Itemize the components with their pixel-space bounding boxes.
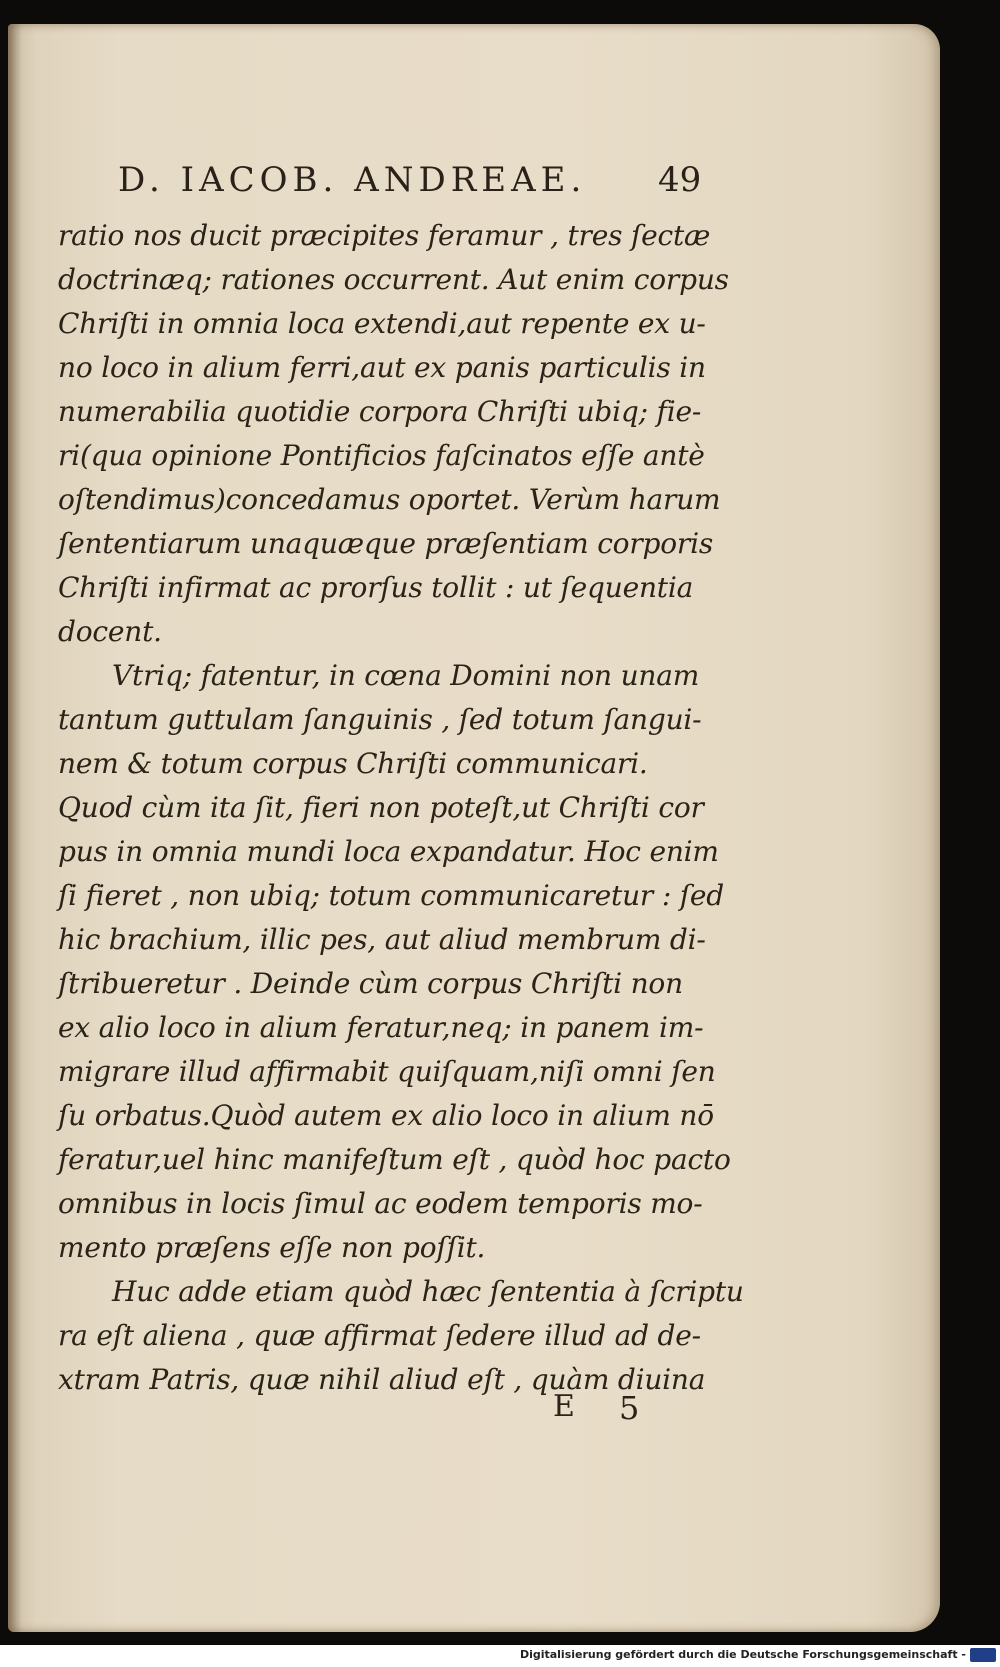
book-page [8,24,940,1632]
text-line: xtram Patris, quæ nihil aliud eſt , quàm diuina [58,1363,706,1396]
text-line: Chriſti infirmat ac prorſus tollit : ut ſequentia [58,571,694,604]
body-text [58,214,744,1402]
text-line: feratur,uel hinc manifeſtum eſt , quòd hoc pacto [58,1143,731,1176]
text-line: ſu orbatus.Quòd autem ex alio loco in alium nō [58,1099,714,1132]
text-line: pus in omnia mundi loca expandatur. Hoc enim [58,835,719,868]
signature-number: 5 [619,1389,640,1427]
signature-mark: E [553,1389,575,1424]
text-line: ri(qua opinione Pontificios faſcinatos eſſe antè [58,439,705,472]
text-line: oſtendimus)concedamus oportet. Verùm harum [58,483,721,516]
credit-bar [0,1645,1000,1667]
text-line: doctrinæq; rationes occurrent. Aut enim corpus [58,263,729,296]
running-title: D. IACOB. ANDREAE. [118,160,587,200]
text-line: ſtribueretur . Deinde cùm corpus Chriſti non [58,967,683,1000]
page-gutter-shadow [8,24,22,1632]
text-line: hic brachium, illic pes, aut aliud membrum di- [58,923,706,956]
text-line: no loco in alium ferri,aut ex panis particulis in [58,351,706,384]
text-line: ſi fieret , non ubiq; totum communicaretur : ſed [58,879,725,912]
dfg-logo-icon [970,1648,996,1662]
text-line: ratio nos ducit præcipites feramur , tres ſectæ [58,219,711,252]
text-line: docent. [58,615,162,648]
page-number: 49 [658,160,702,200]
funding-credit: Digitalisierung gefördert durch die Deutsche Forschungsgemeinschaft - [519,1648,966,1661]
text-line: migrare illud affirmabit quiſquam,niſi omni ſen [58,1055,716,1088]
text-line: Chriſti in omnia loca extendi,aut repente ex u- [58,307,706,340]
text-line: ſententiarum unaquæque præſentiam corporis [58,527,714,560]
text-line: ex alio loco in alium feratur,neq; in panem im- [58,1011,704,1044]
text-line: omnibus in locis ſimul ac eodem temporis mo- [58,1187,703,1220]
running-head [118,160,718,210]
text-line: ra eſt aliena , quæ affirmat ſedere illud ad de- [58,1319,701,1352]
text-line: numerabilia quotidie corpora Chriſti ubiq; fie- [58,395,702,428]
text-line: Quod cùm ita ſit, fieri non poteſt,ut Chriſti cor [58,791,704,824]
text-line: nem & totum corpus Chriſti communicari. [58,747,648,780]
paragraph-start-line: Vtriq; fatentur, in cœna Domini non unam [112,659,700,692]
paragraph-start-line: Huc adde etiam quòd hæc ſententia à ſcriptu [112,1275,744,1308]
text-line: tantum guttulam ſanguinis , ſed totum ſangui- [58,703,702,736]
signature-line [553,1389,753,1439]
text-line: mento præſens eſſe non poſſit. [58,1231,486,1264]
